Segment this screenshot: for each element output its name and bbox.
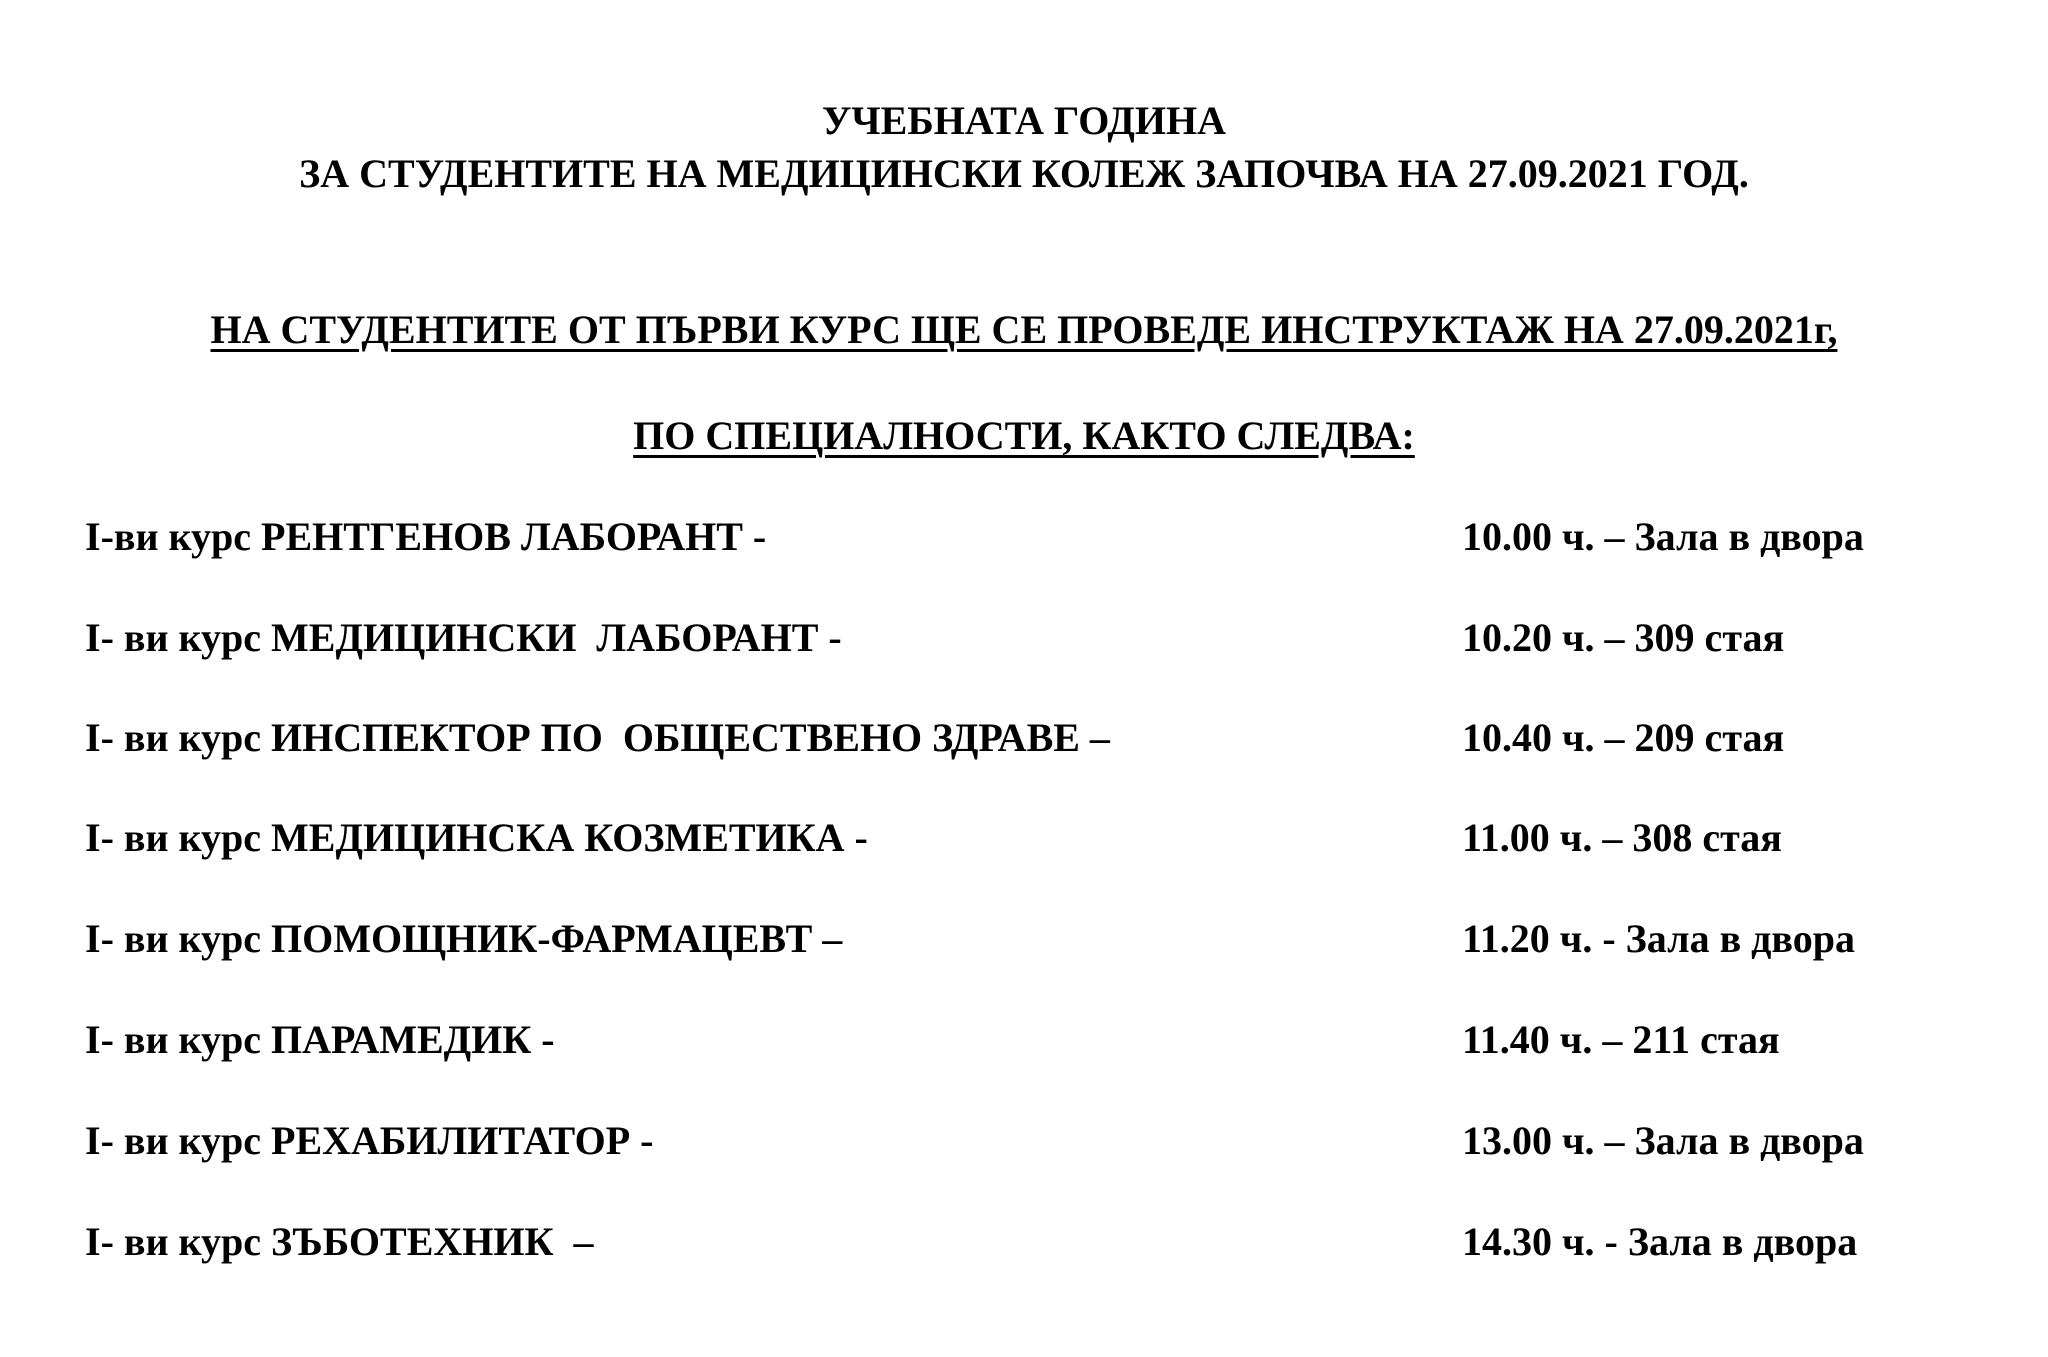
course-name: I- ви курс РЕХАБИЛИТАТОР - bbox=[85, 1118, 654, 1163]
course-time-room: 10.00 ч. – Зала в двора bbox=[1462, 514, 1864, 559]
course-name: I- ви курс ЗЪБОТЕХНИК – bbox=[85, 1219, 594, 1264]
schedule-row bbox=[0, 712, 2048, 764]
course-name: I- ви курс ПАРАМЕДИК - bbox=[85, 1017, 555, 1062]
course-time-room: 13.00 ч. – Зала в двора bbox=[1462, 1118, 1864, 1163]
schedule-row bbox=[0, 511, 2048, 563]
course-time-room: 10.40 ч. – 209 стая bbox=[1462, 715, 1785, 760]
schedule-row bbox=[0, 1216, 2048, 1268]
schedule-row bbox=[0, 1115, 2048, 1167]
course-time-room: 11.00 ч. – 308 стая bbox=[1462, 815, 1782, 860]
title-line-2: ЗА СТУДЕНТИТЕ НА МЕДИЦИНСКИ КОЛЕЖ ЗАПОЧВА НА 27.09.2021 ГОД. bbox=[299, 151, 1749, 196]
course-time-room: 11.40 ч. – 211 стая bbox=[1462, 1017, 1780, 1062]
schedule-row bbox=[0, 812, 2048, 864]
schedule-row bbox=[0, 913, 2048, 965]
course-name: I-ви курс РЕНТГЕНОВ ЛАБОРАНТ - bbox=[85, 514, 767, 559]
course-name: I- ви курс ПОМОЩНИК-ФАРМАЦЕВТ – bbox=[85, 916, 843, 961]
course-name: I- ви курс МЕДИЦИНСКА КОЗМЕТИКА - bbox=[85, 815, 868, 860]
schedule-row bbox=[0, 612, 2048, 664]
schedule-row bbox=[0, 1014, 2048, 1066]
course-time-room: 11.20 ч. - Зала в двора bbox=[1462, 916, 1855, 961]
course-name: I- ви курс ИНСПЕКТОР ПО ОБЩЕСТВЕНО ЗДРАВЕ – bbox=[85, 715, 1110, 760]
announcement-line-2: ПО СПЕЦИАЛНОСТИ, КАКТО СЛЕДВА: bbox=[633, 413, 1415, 458]
title-line-1: УЧЕБНАТА ГОДИНА bbox=[821, 98, 1227, 143]
announcement-line-1: НА СТУДЕНТИТЕ ОТ ПЪРВИ КУРС ЩЕ СЕ ПРОВЕДЕ ИНСТРУКТАЖ НА 27.09.2021г, bbox=[210, 307, 1838, 352]
course-time-room: 14.30 ч. - Зала в двора bbox=[1462, 1219, 1858, 1264]
course-time-room: 10.20 ч. – 309 стая bbox=[1462, 615, 1785, 660]
course-name: I- ви курс МЕДИЦИНСКИ ЛАБОРАНТ - bbox=[85, 615, 842, 660]
